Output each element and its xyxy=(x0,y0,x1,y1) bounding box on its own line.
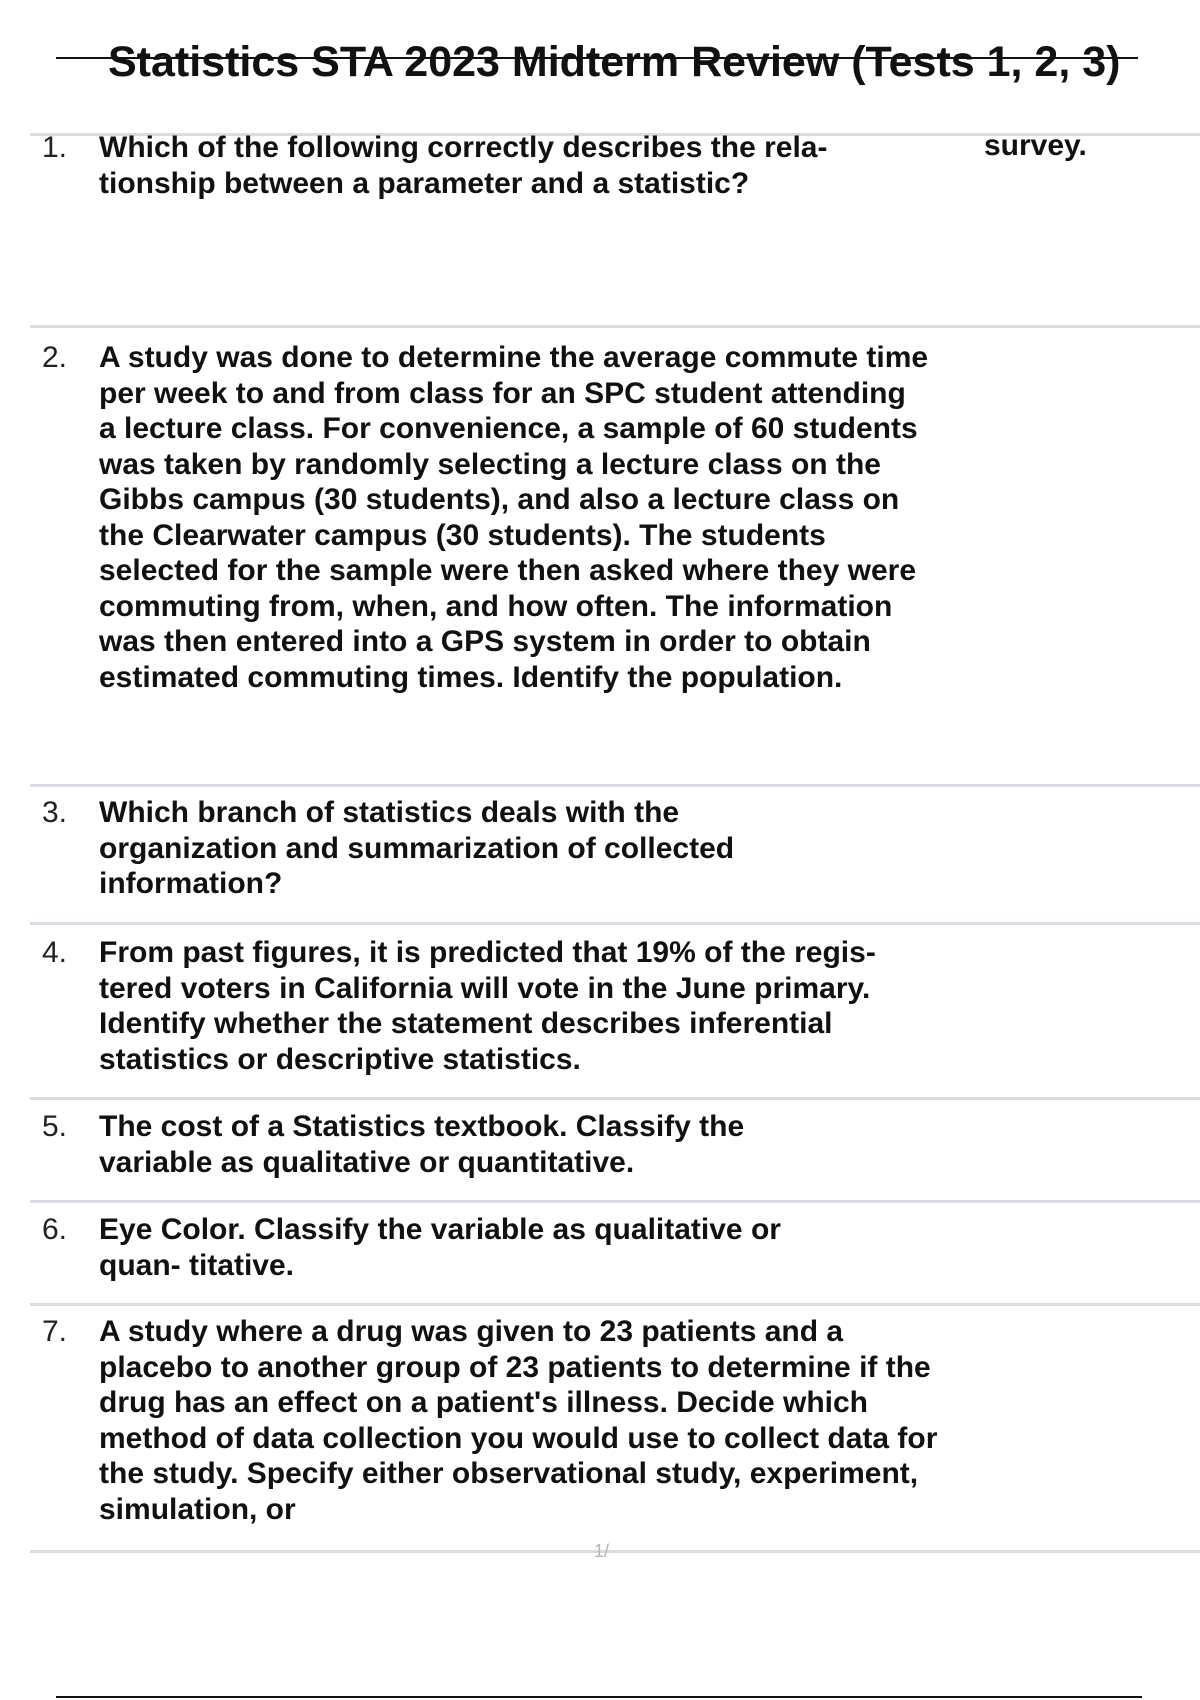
page-title: Statistics STA 2023 Midterm Review (Tests 1, 2, 3) xyxy=(108,38,1121,86)
question-row-3 xyxy=(30,784,1200,925)
question-text: Which of the following correctly describes the rela- tionship between a parameter and a statistic? xyxy=(99,131,828,200)
question-row-7 xyxy=(30,1303,1200,1553)
question-number: 6. xyxy=(42,1213,68,1246)
question-number: 5. xyxy=(42,1110,68,1143)
question-number: 4. xyxy=(42,936,68,969)
question-row-6 xyxy=(30,1200,1200,1306)
bottom-rule xyxy=(56,1696,1142,1698)
right-column-text: survey. xyxy=(984,129,1087,162)
question-number: 3. xyxy=(42,796,68,829)
question-number: 1. xyxy=(42,131,68,164)
question-row-5 xyxy=(30,1097,1200,1203)
question-text: The cost of a Statistics textbook. Classify the variable as qualitative or quantitative. xyxy=(99,1110,745,1179)
question-text: From past figures, it is predicted that 19% of the regis- tered voters in California will vote in the June primary. Identify whether the statement describes inferential statistics or descriptive statistics. xyxy=(99,936,876,1076)
question-row-2 xyxy=(30,325,1200,787)
question-row-4 xyxy=(30,922,1200,1100)
question-text: Eye Color. Classify the variable as qualitative or quan- titative. xyxy=(99,1213,781,1282)
question-text: Which branch of statistics deals with the organization and summarization of collected information? xyxy=(99,796,735,900)
question-number: 7. xyxy=(42,1315,68,1348)
page-marker: 1/ xyxy=(594,1541,610,1561)
question-text: A study was done to determine the average commute time per week to and from class for an SPC student attending a lecture class. For convenience, a sample of 60 students was taken by randomly selecting a lecture class on the Gibbs campus (30 students), and also a lecture class on the Clearwater campus (30 students). The students selected for the sample were then asked where they were commuting from, when, and how often. The information was then entered into a GPS system in order to obtain estimated commuting times. Identify the population. xyxy=(99,341,929,694)
question-number: 2. xyxy=(42,341,68,374)
question-text: A study where a drug was given to 23 patients and a placebo to another group of 23 patients to determine if the drug has an effect on a patient's illness. Decide which method of data collection you would use to collect data for the study. Specify either observational study, experiment, simulation, or xyxy=(99,1315,938,1526)
